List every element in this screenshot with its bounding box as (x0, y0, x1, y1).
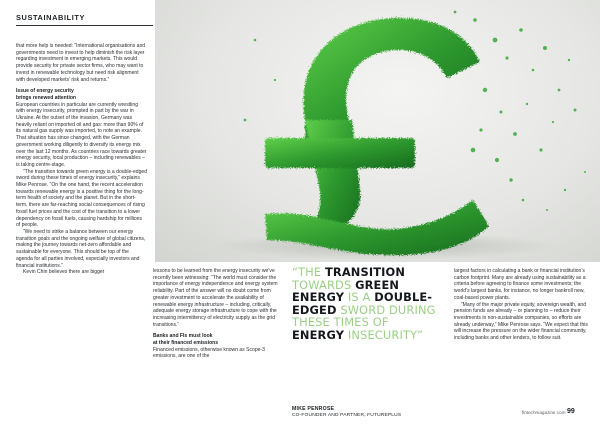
footer-website: fintechmagazine.com (522, 410, 566, 415)
paragraph: Financed emissions, otherwise known as Scope-3 emissions, are one of the (153, 346, 265, 360)
section-rule (16, 25, 153, 26)
paragraph: “The transition towards green energy is a double-edged sword during these times of energy insecurity,” explains Mike Penrose. “On the one hand, the recent acceleration towards renewable energy is a positive thing for the long-term health of society and the planet. But in the short-term, there are far-reaching social consequences of rising fossil fuel prices and the cost of the transition to a lower dependency on fossil fuels, causing hardship for millions of people. (16, 168, 148, 229)
pull-quote (292, 266, 442, 342)
quote-text: SWORD DURING THESE TIMES OF (292, 302, 436, 330)
paragraph: that more help is needed: “International organisations and governments need to invest to help diminish the risk layer regarding investment in emerging markets. This would provide security for private sector firms, who may want to invest in renewable technology but need risk alignment with developed markets’ risk and returns.” (16, 43, 146, 83)
subheading-line-1: Issue of energy security (16, 88, 74, 95)
quote-emphasis: ENERGY (292, 327, 345, 342)
page-number: 99 (567, 408, 575, 415)
text-column-4 (454, 268, 588, 342)
quote-text: INSECURITY” (344, 327, 424, 342)
subheading-line-2: brings renewed attention (16, 94, 77, 101)
quote-text: IS A (344, 290, 375, 305)
quote-emphasis: TRANSITION (325, 265, 406, 279)
quote-attribution-name: MIKE PENROSE (292, 406, 335, 412)
paragraph: largest factors in calculating a bank or financial institution’s carbon footprint. Many are already using sustainability as a criteria before agreeing to finance some investments; the world’s largest banks, for instance, no longer bankroll new, coal-based power plants. (454, 268, 586, 301)
subheading-line-1: Banks and FIs must look (153, 333, 213, 340)
quote-emphasis: GREEN ENERGY (292, 277, 400, 305)
paragraph: Kevin Chin believes there are bigger (23, 269, 105, 276)
pound-sign-grass-image (155, 0, 600, 262)
subheading-line-2: at their financed emissions (153, 340, 219, 347)
paragraph: European countries in particular are currently wrestling with energy insecurity, prompted in part by the war in Ukraine. At the outset of the invasion, Germany was heavily reliant on imported oil and gas: more than 90% of its natural gas supply was imported, to note an example. That situation has since changed, with the German government working diligently to diversify its energy mix over the last 12 months. As countries race towards greater energy security, local production – including renewables – is taking centre-stage. (16, 101, 147, 168)
quote-attribution-role: CO-FOUNDER AND PARTNER, FUTUREPLUS (292, 413, 402, 418)
quote-text: TOWARDS (292, 277, 356, 292)
text-column-1 (16, 43, 147, 276)
section-label: SUSTAINABILITY (16, 13, 86, 22)
text-column-2 (153, 268, 283, 360)
quote-emphasis: DOUBLE-EDGED (292, 290, 433, 317)
quote-text: “THE (292, 265, 325, 279)
paragraph: lessons to be learned from the energy insecurity we’ve recently been witnessing: “The world must consider the importance of energy independence and energy system reliability. Part of the answer will no doubt come from greater investment to accelerate the availability of renewable energy infrastructure – including, critically, adequate energy storage infrastructure to cope with the increasing intermittency of electricity supply as the grid transitions.” (153, 268, 278, 328)
paragraph: “We need to strike a balance between our energy transition goals and the ongoing welfare of global citizens, making the journey towards net-zero affordable and sustainable for everyone. This should be top of the agenda for all parties involved, especially investors and financial institutions.” (16, 228, 146, 269)
pound-sign-icon (155, 0, 600, 262)
paragraph: “Many of the major private equity, sovereign wealth, and pension funds are already – or planning to – reduce their investments in non-sustainable companies, so efforts are already underway,” Mike Penrose says. “We expect that this will increase the pressure on the wider financial community, including banks and other lenders, to follow suit. (454, 301, 588, 342)
